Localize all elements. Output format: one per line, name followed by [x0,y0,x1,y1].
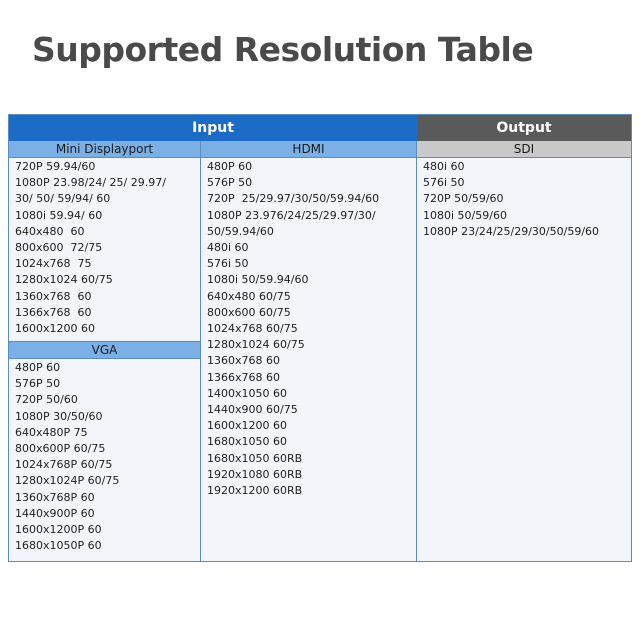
hdmi-header: HDMI [201,141,416,157]
resolution-entry: 640x480 60 [15,224,85,238]
resolution-entry: 1440x900P 60 [15,506,95,520]
mini-displayport-header: Mini Displayport [9,141,200,157]
resolution-entry: 640x480 60/75 [207,289,291,303]
output-header: Output [417,115,631,141]
resolution-entry: 1920x1200 60RB [207,484,303,498]
resolution-entry: 480P 60 [15,361,61,374]
resolution-entry: 1024x768P 60/75 [15,458,113,472]
sdi-list [423,159,599,240]
resolution-entry: 720P 59.94/60 [15,160,96,173]
vga-header: VGA [9,342,200,358]
column-divider [200,141,201,561]
resolution-entry: 1680x1050 60RB [207,451,303,465]
resolution-entry: 720P 50/60 [15,393,78,407]
resolution-entry: 1360x768 60 [207,354,280,368]
resolution-entry: 800x600P 60/75 [15,442,106,456]
resolution-entry: 1440x900 60/75 [207,403,298,417]
resolution-entry: 30/ 50/ 59/94/ 60 [15,192,111,206]
resolution-entry: 800x600 72/75 [15,241,103,255]
resolution-entry: 640x480P 75 [15,425,88,439]
resolution-entry: 576P 50 [15,377,61,391]
resolution-entry: 1600x1200P 60 [15,523,102,537]
resolution-entry: 1080P 30/50/60 [15,409,103,423]
resolution-entry: 1366x768 60 [15,305,92,319]
resolution-entry: 1280x1024 60/75 [207,338,305,352]
vga-list [15,360,119,554]
hdmi-list [207,159,379,499]
resolution-entry: 50/59.94/60 [207,224,274,238]
resolution-entry: 1024x768 75 [15,257,92,271]
resolution-entry: 1080P 23/24/25/29/30/50/59/60 [423,224,600,238]
resolution-entry: 1600x1200 60 [15,322,95,336]
resolution-entry: 800x600 60/75 [207,305,291,319]
column-divider [416,141,417,561]
input-header: Input [9,115,417,141]
resolution-entry: 1080P 23.98/24/ 25/ 29.97/ [15,176,166,190]
page-title: Supported Resolution Table [32,30,534,69]
row-divider [9,341,200,342]
resolution-entry: 1280x1024 60/75 [15,273,113,287]
resolution-entry: 1680x1050P 60 [15,539,102,553]
resolution-entry: 1400x1050 60 [207,386,287,400]
resolution-table [8,114,632,562]
resolution-entry: 480i 60 [423,160,465,173]
resolution-entry: 576i 50 [207,257,249,271]
row-divider [9,157,631,158]
resolution-entry: 1280x1024P 60/75 [15,474,120,488]
resolution-entry: 1080i 50/59.94/60 [207,273,309,287]
resolution-entry: 1080P 23.976/24/25/29.97/30/ [207,208,376,222]
resolution-entry: 1920x1080 60RB [207,467,303,481]
row-divider [9,358,200,359]
resolution-entry: 1360x768 60 [15,289,92,303]
resolution-entry: 576P 50 [207,176,253,190]
resolution-entry: 720P 25/29.97/30/50/59.94/60 [207,192,380,206]
resolution-entry: 1024x768 60/75 [207,322,298,336]
resolution-entry: 1680x1050 60 [207,435,287,449]
resolution-entry: 1600x1200 60 [207,419,287,433]
resolution-entry: 720P 50/59/60 [423,192,504,206]
sdi-header: SDI [417,141,631,157]
resolution-entry: 1366x768 60 [207,370,280,384]
resolution-entry: 480P 60 [207,160,253,173]
resolution-entry: 576i 50 [423,176,465,190]
resolution-entry: 1080i 59.94/ 60 [15,208,103,222]
resolution-entry: 1080i 50/59/60 [423,208,507,222]
mini-displayport-list [15,159,166,337]
resolution-entry: 480i 60 [207,241,249,255]
resolution-entry: 1360x768P 60 [15,490,95,504]
